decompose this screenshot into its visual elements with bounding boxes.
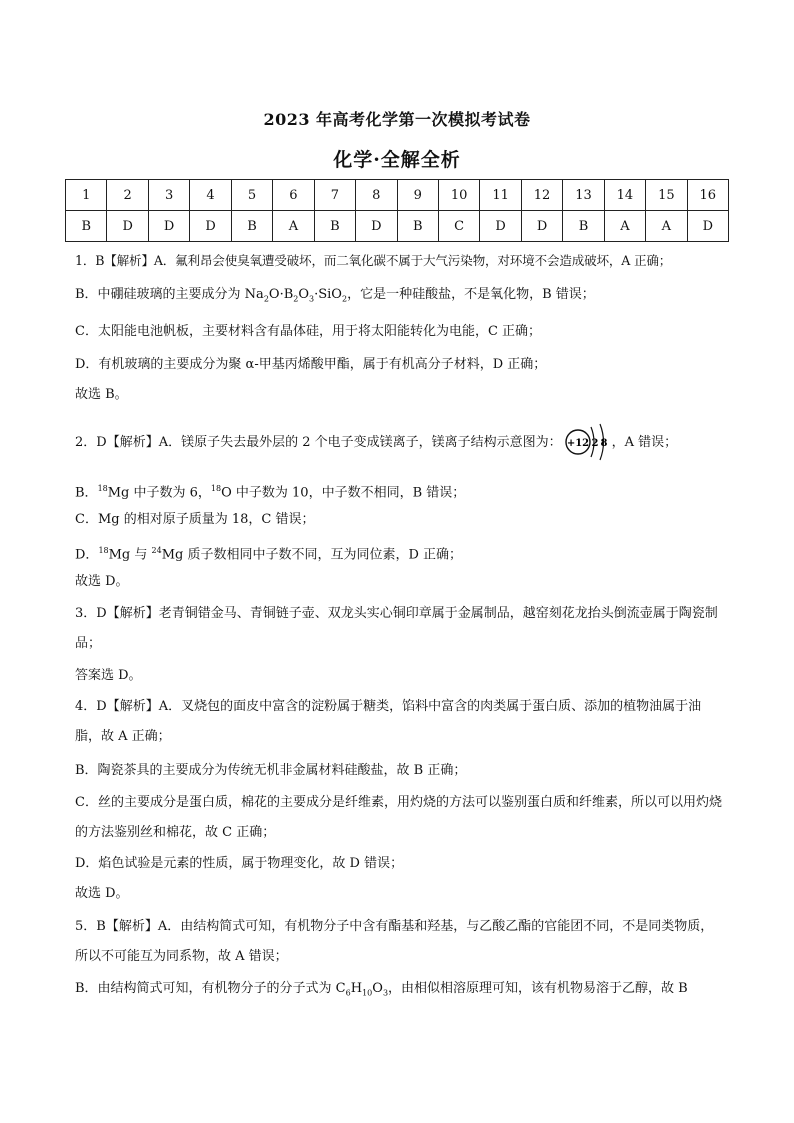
shell-2-count: 8 [600, 437, 608, 449]
q2-conclusion: 故选 D。 [75, 574, 129, 589]
question-number: 1 [66, 180, 107, 211]
q3-analysis: 3．D【解析】老青铜错金马、青铜链子壶、双龙头实心铜印章属于金属制品，越窑刻花龙抬头倒流壶属于陶瓷制品； [75, 606, 718, 651]
question-number: 7 [314, 180, 355, 211]
answer-cell: C [438, 211, 479, 242]
q2-line-b: B．$^{18}$Mg 中子数为 6，$^{18}$O 中子数为 10，中子数不相同，B 错误； [75, 484, 466, 501]
answer-number-row [66, 180, 729, 211]
q4-line-b: B．陶瓷茶具的主要成分为传统无机非金属材料硅酸盐，故 B 正确； [75, 763, 467, 778]
page-title: 2023 年高考化学第一次模拟考试卷 [263, 110, 531, 129]
answer-cell: B [231, 211, 272, 242]
q1-line-c: C．太阳能电池帆板，主要材料含有晶体硅，用于将太阳能转化为电能，C 正确； [75, 324, 542, 339]
q1-line-a: 1．B【解析】A．氟利昂会使臭氧遭受破坏，而二氧化碳不属于大气污染物，对环境不会造成破坏，A 正确； [75, 253, 672, 268]
answer-key-row [66, 211, 729, 242]
question-number: 10 [438, 180, 479, 211]
q4-conclusion: 故选 D。 [75, 886, 129, 901]
answer-cell: D [148, 211, 189, 242]
question-number: 12 [521, 180, 562, 211]
magnesium-ion-structure-diagram [564, 421, 610, 463]
q3-conclusion: 答案选 D。 [75, 668, 142, 683]
page-subtitle: 化学·全解全析 [333, 149, 461, 171]
answer-cell: B [563, 211, 604, 242]
question-number: 9 [397, 180, 438, 211]
question-number: 14 [604, 180, 645, 211]
question-number: 16 [687, 180, 728, 211]
question-number: 15 [646, 180, 687, 211]
answer-cell: D [107, 211, 148, 242]
answer-cell: D [480, 211, 521, 242]
answer-cell: D [190, 211, 231, 242]
q1-line-b: B．中硼硅玻璃的主要成分为 $Na_2O\cdot B_2O_3\cdot SiO_2$，它是一种硅酸盐，不是氧化物，B 错误； [75, 287, 595, 304]
nucleus-charge: +12 [566, 437, 589, 449]
question-number: 11 [480, 180, 521, 211]
answer-cell: D [687, 211, 728, 242]
question-number: 8 [356, 180, 397, 211]
answer-cell: B [397, 211, 438, 242]
answer-cell: D [521, 211, 562, 242]
question-number: 2 [107, 180, 148, 211]
q4-line-a: 4．D【解析】A．叉烧包的面皮中富含的淀粉属于糖类，馅料中富含的肉类属于蛋白质、添加的植物油属于油脂，故 A 正确； [75, 699, 702, 744]
question-number: 6 [273, 180, 314, 211]
q5-line-b: B．由结构简式可知，有机物分子的分子式为 $C_6H_{10}O_3$，由相似相溶原理可知，该有机物易溶于乙醇，故 B [75, 981, 688, 998]
shell-1-count: 2 [591, 437, 599, 449]
q4-line-c: C．丝的主要成分是蛋白质，棉花的主要成分是纤维素，用灼烧的方法可以鉴别蛋白质和纤维素，所以可以用灼烧的方法鉴别丝和棉花，故 C 正确； [75, 795, 722, 840]
question-number: 4 [190, 180, 231, 211]
answer-cell: A [646, 211, 687, 242]
answer-cell: D [356, 211, 397, 242]
question-number: 13 [563, 180, 604, 211]
q4-line-d: D．焰色试验是元素的性质，属于物理变化，故 D 错误； [75, 856, 404, 871]
answer-cell: B [66, 211, 107, 242]
answer-cell: B [314, 211, 355, 242]
q2-line-c: C．Mg 的相对原子质量为 18，C 错误； [75, 512, 315, 527]
q5-line-a: 5．B【解析】A．由结构简式可知，有机物分子中含有酯基和羟基，与乙酸乙酯的官能团不同，不是同类物质，所以不可能互为同系物，故 A 错误； [75, 919, 714, 964]
answer-table [65, 179, 729, 242]
question-number: 3 [148, 180, 189, 211]
q2-line-a: 2．D【解析】A．镁原子失去最外层的 2 个电子变成镁离子，镁离子结构示意图为： +12 2 8 ，A 错误； [75, 428, 725, 458]
answer-cell: A [273, 211, 314, 242]
q1-line-d: D．有机玻璃的主要成分为聚 α-甲基丙烯酸甲酯，属于有机高分子材料，D 正确； [75, 357, 547, 372]
q2-line-d: D．$^{18}$Mg 与 $^{24}$Mg 质子数相同中子数不同，互为同位素，D 正确； [75, 546, 463, 563]
q1-conclusion: 故选 B。 [75, 387, 128, 402]
question-number: 5 [231, 180, 272, 211]
answer-cell: A [604, 211, 645, 242]
